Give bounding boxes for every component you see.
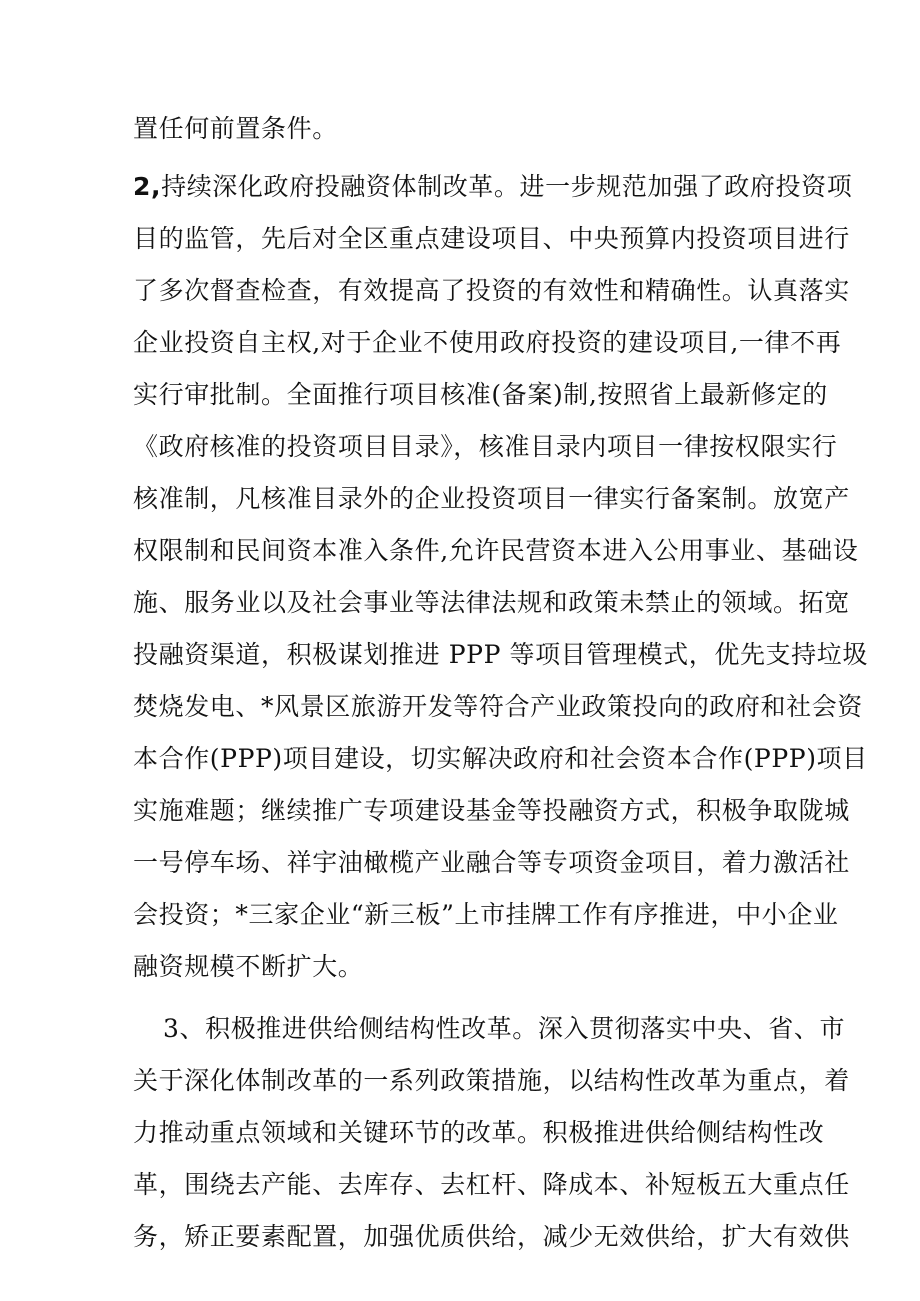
section-2-text: 持续深化政府投融资体制改革。进一步规范加强了政府投资项 (161, 172, 853, 201)
section-2-line: 了多次督查检查，有效提高了投资的有效性和精确性。认真落实 (133, 276, 850, 305)
section-2-line: 《政府核准的投资项目目录》，核准目录内项目一律按权限实行 (133, 432, 838, 461)
section-2-line: 企业投资自主权,对于企业不使用政府投资的建设项目,一律不再 (133, 328, 842, 357)
section-3-line: 革，围绕去产能、去库存、去杠杆、降成本、补短板五大重点任 (133, 1170, 850, 1199)
section-2-line: 投融资渠道，积极谋划推进 PPP 等项目管理模式，优先支持垃圾 (133, 640, 868, 669)
section-2-line: 实施难题；继续推广专项建设基金等投融资方式，积极争取陇城 (133, 796, 850, 825)
paragraph-continuation-line: 置任何前置条件。 (133, 114, 338, 143)
section-2-line: 实行审批制。全面推行项目核准(备案)制,按照省上最新修定的 (133, 380, 828, 409)
section-2-line: 一号停车场、祥宇油橄榄产业融合等专项资金项目，着力激活社 (133, 848, 850, 877)
section-3-line-1: 3、积极推进供给侧结构性改革。深入贯彻落实中央、省、市 (163, 1014, 846, 1043)
section-3-line: 力推动重点领域和关键环节的改革。积极推进供给侧结构性改 (133, 1118, 825, 1147)
section-2-line: 核准制，凡核准目录外的企业投资项目一律实行备案制。放宽产 (133, 484, 850, 513)
section-2-number: 2, (133, 172, 162, 201)
section-2-line: 会投资；*三家企业“新三板”上市挂牌工作有序推进，中小企业 (133, 900, 839, 929)
section-2-line: 融资规模不断扩大。 (133, 952, 364, 981)
section-2-line: 本合作(PPP)项目建设，切实解决政府和社会资本合作(PPP)项目 (133, 744, 868, 773)
section-2-line: 焚烧发电、*风景区旅游开发等符合产业政策投向的政府和社会资 (133, 692, 863, 721)
section-2-line-1 (133, 172, 853, 202)
section-3-line: 务，矫正要素配置，加强优质供给，减少无效供给，扩大有效供 (133, 1222, 850, 1251)
section-2-line: 施、服务业以及社会事业等法律法规和政策未禁止的领域。拓宽 (133, 588, 850, 617)
section-3-line: 关于深化体制改革的一系列政策措施，以结构性改革为重点，着 (133, 1066, 850, 1095)
section-2-line: 权限制和民间资本准入条件,允许民营资本进入公用事业、基础设 (133, 536, 859, 565)
section-2-line: 目的监管，先后对全区重点建设项目、中央预算内投资项目进行 (133, 224, 850, 253)
